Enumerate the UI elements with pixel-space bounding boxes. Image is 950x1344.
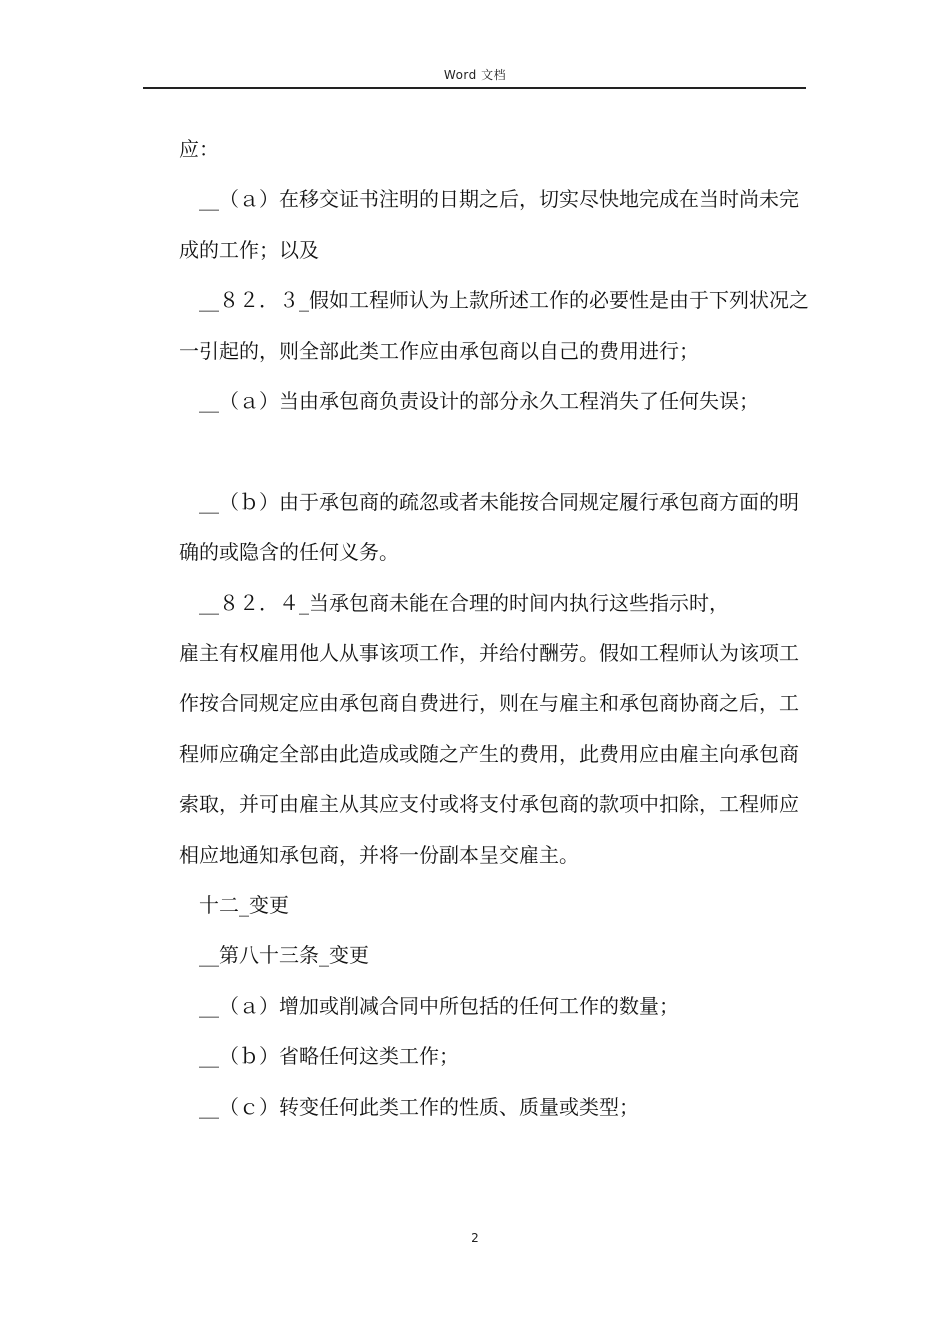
paragraph: __（ｂ）由于承包商的疏忽或者未能按合同规定履行承包商方面的明确的或隐含的任何义务。 — [179, 489, 799, 565]
document-body — [179, 124, 811, 1132]
page-number: 2 — [471, 1231, 479, 1245]
list-item: __（ｂ）省略任何这类工作； — [179, 1044, 459, 1069]
paragraph: __（ａ）在移交证书注明的日期之后，切实尽快地完成在当时尚未完成的工作；以及 — [179, 187, 799, 262]
paragraph: __８２．４_当承包商未能在合理的时间内执行这些指示时， — [179, 590, 729, 615]
paragraph: 应： — [179, 137, 219, 161]
list-item: __（ａ）增加或削减合同中所包括的任何工作的数量； — [179, 993, 679, 1018]
article-heading: __第八十三条_变更 — [179, 943, 369, 968]
section-heading: 十二_变更 — [179, 893, 289, 918]
paragraph: 雇主有权雇用他人从事该项工作，并给付酬劳。假如工程师认为该项工作按合同规定应由承包商自费进行，则在与雇主和承包商协商之后，工程师应确定全部由此造成或随之产生的费用，此费用应由雇主向承包商索取，并可由雇主从其应支付或将支付承包商的款项中扣除，工程师应相应地通知承包商，并将一份副本呈交雇主。 — [179, 641, 799, 867]
list-item: __（ｃ）转变任何此类工作的性质、质量或类型； — [179, 1094, 639, 1119]
paragraph: __（ａ）当由承包商负责设计的部分永久工程消失了任何失误； — [179, 389, 759, 414]
paragraph: __８２．３_假如工程师认为上款所述工作的必要性是由于下列状况之一引起的，则全部此类工作应由承包商以自己的费用进行； — [179, 288, 809, 363]
page-header-title: Word 文档 — [443, 68, 507, 82]
header-divider — [143, 87, 806, 89]
